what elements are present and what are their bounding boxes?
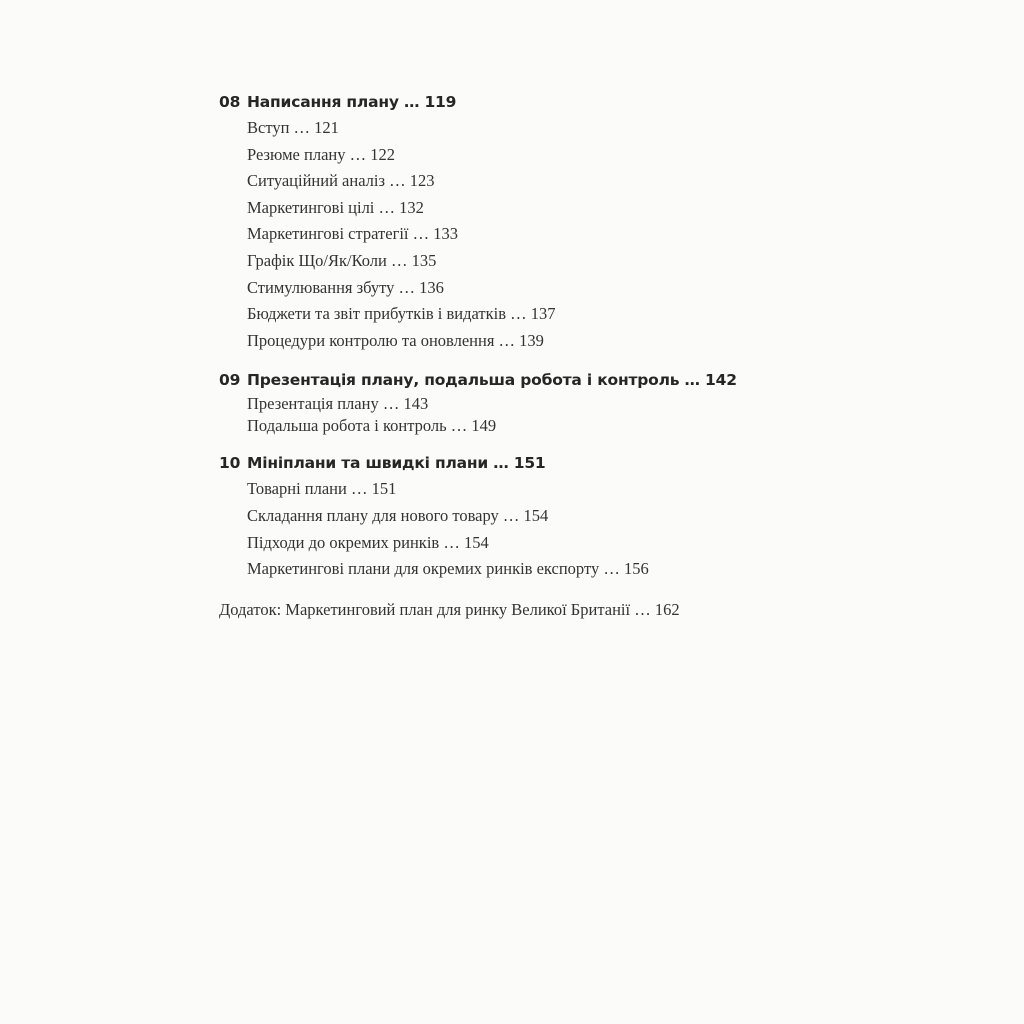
chapter-number: 08 [219,93,241,111]
chapter-entries [219,115,919,354]
toc-entry: Підходи до окремих ринків … 154 [247,532,489,552]
chapter-entries [219,393,919,437]
toc-entry: Товарні плани … 151 [247,479,397,499]
chapter-number: 09 [219,371,241,390]
chapter-entries [219,476,919,582]
chapter-title: Презентація плану, подальша робота і контроль … 142 [247,371,737,390]
toc-entry: Резюме плану … 122 [247,144,395,164]
chapter-10 [219,451,919,582]
appendix-entry: Додаток: Маркетинговий план для ринку Великої Британії … 162 [219,599,680,619]
toc-entry: Маркетингові плани для окремих ринків експорту … 156 [247,559,649,579]
chapter-title: Мініплани та швидкі плани … 151 [247,454,546,473]
chapter-title: Написання плану … 119 [247,93,457,111]
toc-entry: Складання плану для нового товару … 154 [247,505,549,525]
toc-entry: Графік Що/Як/Коли … 135 [247,250,437,270]
toc-entry: Ситуаційний аналіз … 123 [247,171,435,191]
chapter-heading [219,90,919,115]
toc-entry: Презентація плану … 143 [247,394,429,414]
chapter-number: 10 [219,454,241,473]
chapter-heading [219,368,919,393]
table-of-contents [219,90,919,623]
chapter-08 [219,90,919,354]
chapter-09 [219,368,919,437]
toc-entry: Вступ … 121 [247,118,339,137]
toc-entry: Маркетингові цілі … 132 [247,197,424,217]
toc-entry: Стимулювання збуту … 136 [247,277,444,297]
toc-entry: Подальша робота і контроль … 149 [247,416,497,436]
toc-entry: Бюджети та звіт прибутків і видатків … 137 [247,304,556,324]
chapter-heading [219,451,919,476]
toc-entry: Процедури контролю та оновлення … 139 [247,330,544,350]
toc-entry: Маркетингові стратегії … 133 [247,224,459,244]
